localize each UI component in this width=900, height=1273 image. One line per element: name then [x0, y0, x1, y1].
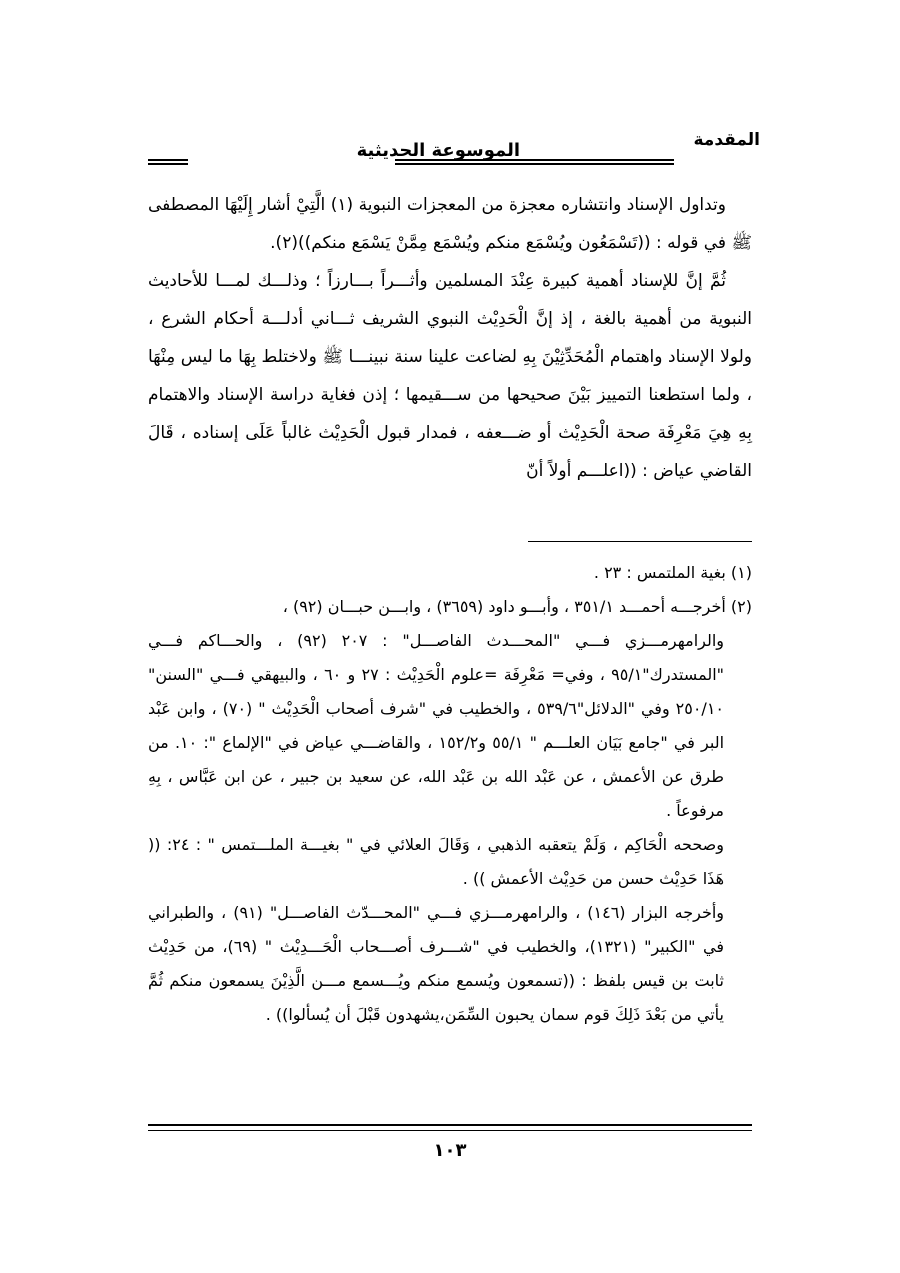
- footnote-separator: [528, 541, 752, 542]
- book-title: الموسوعة الحديثية: [356, 140, 520, 161]
- section-heading: المقدمة: [693, 130, 760, 150]
- footnote-2-continued: والرامهرمـــزي فـــي "المحـــدث الفاصـــل" : ٢٠٧ (٩٢) ، والحـــاكم فـــي "المستدرك"٩٥/١ ، وفي= مَعْرِفَة =علوم الْحَدِيْث : ٢٧ و ٦٠ ، والبيهقي فـــي "السنن" ٢٥٠/١٠ وفي "الدلائل"٥٣٩/٦ ، والخطيب في "شرف أصحاب الْحَدِيْث " (٧٠) ، وابن عَبْد البر في "جامع بَيَان العلـــم " ٥٥/١ و١٥٢/٢ ، والقاضـــي عياض في "الإلماع ": ١٠. من طرق عن الأعمش ، عن عَبْد الله بن عَبْد الله، عن سعيد بن جبير ، عن ابن عَبَّاس ، بِهِ مرفوعاً .: [148, 631, 725, 820]
- paragraph: ثُمَّ إنَّ للإسناد أهمية كبيرة عِنْدَ المسلمين وأثـــراً بـــارزاً ؛ وذلـــك لمـــا للأحاديث النبوية من أهمية بالغة ، إذ إنَّ الْحَدِيْث النبوي الشريف ثـــاني أدلـــة أحكام الشرع ، ولولا الإسناد واهتمام الْمُحَدِّثِيْنَ بِهِ لضاعت علينا سنة نبينـــا ﷺ ولاختلط بِهَا ما ليس مِنْهَا ، ولما استطعنا التمييز بَيْنَ صحيحها من ســـقيمها ؛ إذن فغاية دراسة الإسناد والاهتمام بِهِ هِيَ مَعْرِفَة صحة الْحَدِيْث أو ضـــعفه ، فمدار قبول الْحَدِيْث غالباً عَلَى إسناده ، قَالَ القاضي عياض : ((اعلـــم أولاً أنّ: [148, 271, 752, 481]
- body-text: [148, 186, 752, 490]
- footer-rule-thin: [148, 1130, 752, 1131]
- page-number: ١٠٣: [433, 1140, 467, 1161]
- paragraph: وتداول الإسناد وانتشاره معجزة من المعجزات النبوية (١) الَّتِيْ أشار إِلَيْهَا المصطفى ﷺ في قوله : ((تَسْمَعُون ويُسْمَع منكم ويُسْمَع مِمَّنْ يَسْمَع منكم))(٢).: [148, 195, 752, 253]
- footnote-2: (٢) أخرجـــه أحمـــد ٣٥١/١ ، وأبـــو داود (٣٦٥٩) ، وابـــن حبـــان (٩٢) ،: [282, 597, 752, 616]
- footnote-1: (١) بغية الملتمس : ٢٣ .: [593, 563, 752, 582]
- footnote-2-paragraph: وصححه الْحَاكِم ، وَلَمْ يتعقبه الذهبي ، وَقَالَ العلائي في " بغيـــة الملـــتمس " : ٢٤: (( هَذَا حَدِيْث حسن من حَدِيْث الأعمش )) .: [148, 835, 724, 888]
- footer-rule: [148, 1124, 752, 1126]
- footnote-2-paragraph: وأخرجه البزار (١٤٦) ، والرامهرمـــزي فـــي "المحـــدّث الفاصـــل" (٩١) ، والطبراني في "الكبير" (١٣٢١)، والخطيب في "شـــرف أصـــحاب الْحَـــدِيْث " (٦٩)، من حَدِيْث ثابت بن قيس بلفظ : ((تسمعون ويُسمع منكم ويُـــسمع مـــن الَّذِيْنَ يسمعون منكم ثُمَّ يأتي من بَعْدَ ذَلِكَ قوم سمان يحبون السِّمَن،يشهدون قَبْلَ أن يُسألوا)) .: [148, 903, 725, 1024]
- header-rule-short: [148, 159, 188, 165]
- footnotes: [148, 556, 752, 1032]
